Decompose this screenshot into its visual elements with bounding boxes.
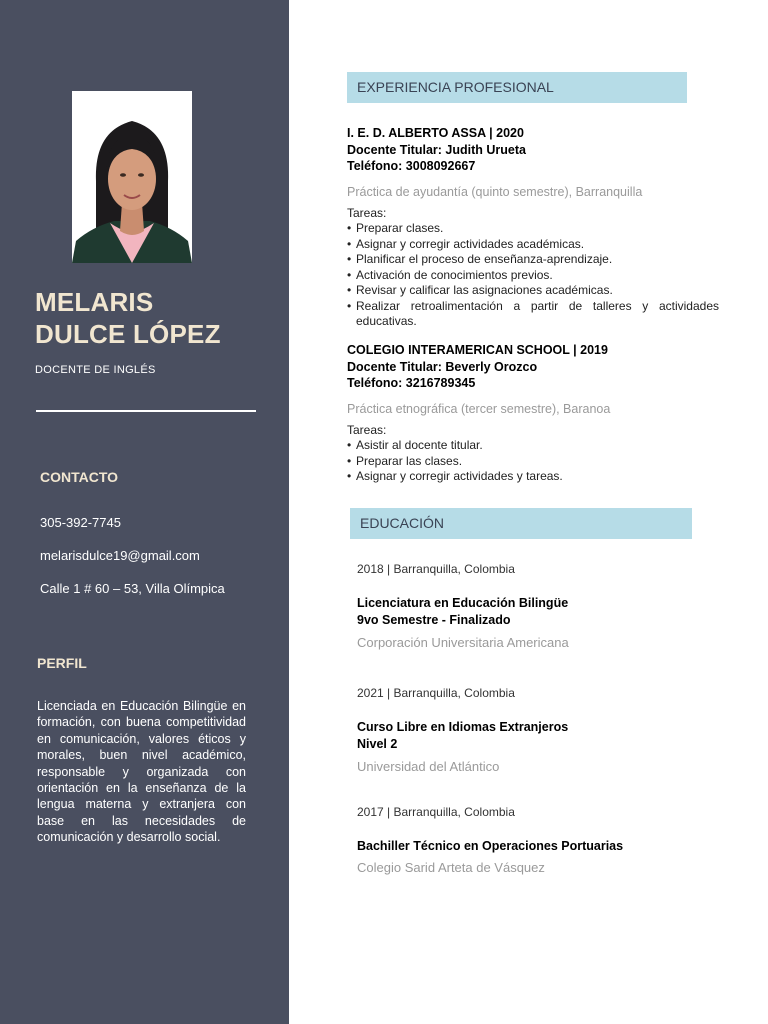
education-heading: EDUCACIÓN [350,508,692,539]
task-item: • Preparar las clases. [347,454,719,470]
tasks-label: Tareas: [347,205,387,220]
education-degree [357,595,727,628]
task-item: • Planificar el proceso de enseñanza-aprendizaje. [347,252,719,268]
education-meta: 2017 | Barranquilla, Colombia [357,805,515,819]
full-name [35,286,221,350]
task-item: • Asignar y corregir actividades académicas. [347,237,719,253]
education-entry [357,562,727,651]
task-item: • Preparar clases. [347,221,719,237]
tasks-label: Tareas: [347,422,387,437]
job-practice: Práctica etnográfica (tercer semestre), Baranoa [347,401,611,416]
job-supervisor: Docente Titular: Beverly Orozco [347,359,538,374]
education-institution: Universidad del Atlántico [357,759,500,774]
job-supervisor: Docente Titular: Judith Urueta [347,142,526,157]
profile-heading: PERFIL [37,655,87,671]
degree-line-1: Curso Libre en Idiomas Extranjeros [357,720,569,734]
experience-heading: EXPERIENCIA PROFESIONAL [347,72,687,103]
portrait-image [72,91,192,263]
name-line-1: MELARIS [35,287,154,317]
job-practice: Práctica de ayudantía (quinto semestre), Barranquilla [347,184,643,199]
contact-address: Calle 1 # 60 – 53, Villa Olímpica [40,581,225,596]
divider [36,410,256,412]
job-entry [347,342,719,485]
education-entry [357,805,727,876]
education-meta: 2021 | Barranquilla, Colombia [357,686,515,700]
degree-line-1: Licenciatura en Educación Bilingüe [357,596,569,610]
contact-heading: CONTACTO [40,469,119,485]
education-degree [357,838,727,855]
education-degree [357,719,727,752]
degree-line-1: Bachiller Técnico en Operaciones Portuarias [357,839,624,853]
task-list [347,438,719,485]
degree-line-2: 9vo Semestre - Finalizado [357,612,511,627]
education-institution: Colegio Sarid Arteta de Vásquez [357,859,545,875]
job-title: COLEGIO INTERAMERICAN SCHOOL | 2019 [347,343,608,357]
task-item: • Realizar retroalimentación a partir de talleres y actividades educativas. [347,299,719,330]
task-item: • Asistir al docente titular. [347,438,719,454]
profile-photo [72,91,192,263]
task-item: • Asignar y corregir actividades y tareas. [347,469,719,485]
job-entry [347,125,719,330]
education-entry [357,686,727,775]
education-institution: Corporación Universitaria Americana [357,635,569,650]
sidebar [0,0,289,1024]
contact-phone: 305-392-7745 [40,515,121,530]
task-list [347,221,719,330]
education-meta: 2018 | Barranquilla, Colombia [357,562,515,576]
task-item: • Revisar y calificar las asignaciones académicas. [347,283,719,299]
task-item: • Activación de conocimientos previos. [347,268,719,284]
name-line-2: DULCE LÓPEZ [35,319,221,349]
degree-line-2: Nivel 2 [357,736,398,751]
job-role: DOCENTE DE INGLÉS [35,364,156,376]
job-title: I. E. D. ALBERTO ASSA | 2020 [347,126,524,140]
job-phone: Teléfono: 3216789345 [347,376,476,390]
contact-email[interactable]: melarisdulce19@gmail.com [40,548,200,563]
job-phone: Teléfono: 3008092667 [347,159,476,173]
profile-text: Licenciada en Educación Bilingüe en formación, con buena competitividad en comunicación, valores éticos y morales, buen nivel académico, responsable y organizada con orientación en la enseñanza de la lengua materna y extranjera con base en las necesidades de comunicación y desarrollo social. [37,699,246,845]
